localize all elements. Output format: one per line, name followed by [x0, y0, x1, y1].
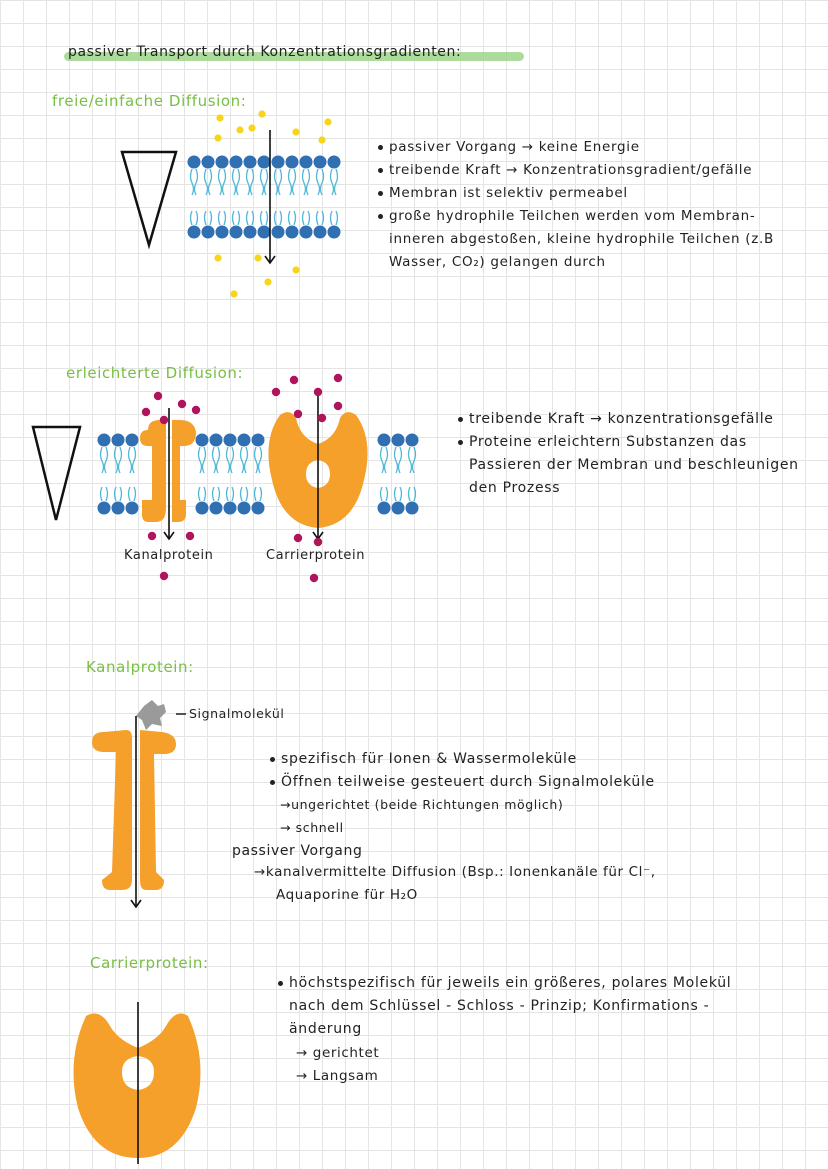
- note-line: große hydrophile Teilchen werden vom Membran-: [378, 205, 774, 228]
- heading-simple-diffusion: freie/einfache Diffusion:: [52, 92, 247, 110]
- note-line: passiver Vorgang → keine Energie: [378, 136, 774, 159]
- carrier-arrow-directed: → gerichtet: [296, 1045, 380, 1061]
- note-line: Membran ist selektiv permeabel: [378, 182, 774, 205]
- note-line: spezifisch für Ionen & Wassermoleküle: [270, 748, 655, 771]
- carrier-arrow-slow: → Langsam: [296, 1068, 379, 1084]
- channel-diffusion-2: Aquaporine für H₂O: [276, 887, 418, 903]
- signal-molecule-label: Signalmolekül: [189, 706, 285, 721]
- note-line: höchstspezifisch für jeweils ein größeres, polares Molekül: [278, 972, 731, 995]
- carrier-protein-notes: [278, 972, 731, 1041]
- channel-arrow-undirected: →ungerichtet (beide Richtungen möglich): [280, 797, 564, 812]
- note-line: Öffnen teilweise gesteuert durch Signalmoleküle: [270, 771, 655, 794]
- note-line: Proteine erleichtern Substanzen das: [458, 431, 799, 454]
- note-line: nach dem Schlüssel - Schloss - Prinzip; Konfirmations -: [289, 998, 710, 1014]
- page-title: passiver Transport durch Konzentrationsgradienten:: [68, 44, 462, 60]
- channel-diffusion-1: →kanalvermittelte Diffusion (Bsp.: Ionenkanäle für Cl⁻,: [254, 864, 656, 880]
- note-line: treibende Kraft → Konzentrationsgradient/gefälle: [378, 159, 774, 182]
- note-line: den Prozess: [469, 480, 561, 496]
- note-line: Passieren der Membran und beschleunigen: [469, 457, 799, 473]
- heading-channel-protein: Kanalprotein:: [86, 658, 194, 676]
- carrier-protein-large: [74, 1014, 201, 1158]
- heading-facilitated-diffusion: erleichterte Diffusion:: [66, 364, 244, 382]
- channel-arrow-fast: → schnell: [280, 820, 344, 835]
- note-line: inneren abgestoßen, kleine hydrophile Teilchen (z.B: [389, 231, 774, 247]
- note-line: treibende Kraft → konzentrationsgefälle: [458, 408, 799, 431]
- channel-passive: passiver Vorgang: [232, 843, 363, 859]
- note-line: änderung: [289, 1021, 362, 1037]
- heading-carrier-protein: Carrierprotein:: [90, 954, 209, 972]
- label-channel-protein: Kanalprotein: [124, 548, 214, 563]
- label-carrier-protein: Carrierprotein: [266, 548, 366, 563]
- note-line: Wasser, CO₂) gelangen durch: [389, 254, 606, 270]
